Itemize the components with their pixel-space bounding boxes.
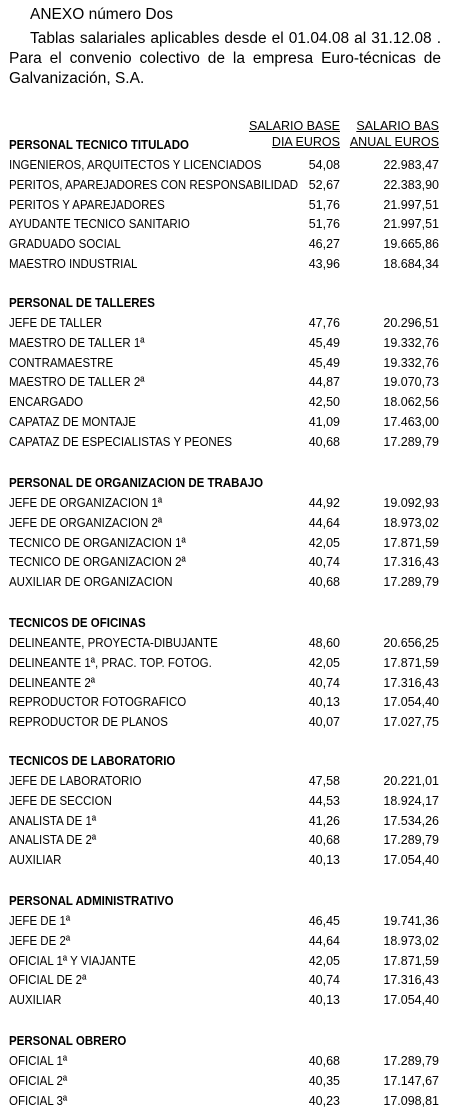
section-title: TECNICOS DE LABORATORIO bbox=[9, 754, 176, 768]
section-title: PERSONAL TECNICO TITULADO bbox=[9, 138, 189, 152]
daily-salary: 40,13 bbox=[308, 853, 340, 867]
annual-salary: 22.983,47 bbox=[383, 158, 439, 172]
category-name: ENCARGADO bbox=[9, 395, 84, 409]
table-row bbox=[0, 535, 451, 553]
annual-salary: 17.316,43 bbox=[383, 555, 439, 570]
category-name: OFICIAL 3ª bbox=[9, 1093, 68, 1108]
category-name: INGENIEROS, ARQUITECTOS Y LICENCIADOS bbox=[9, 158, 262, 172]
category-name: JEFE DE ORGANIZACION 1ª bbox=[9, 496, 163, 510]
daily-salary: 40,74 bbox=[308, 675, 340, 690]
daily-salary: 40,68 bbox=[308, 575, 340, 589]
daily-salary: 45,49 bbox=[308, 335, 340, 350]
daily-salary: 42,05 bbox=[308, 535, 340, 550]
annual-salary: 19.332,76 bbox=[383, 355, 439, 370]
daily-salary: 46,27 bbox=[308, 237, 340, 251]
annual-salary: 17.054,40 bbox=[383, 993, 439, 1007]
table-row bbox=[0, 434, 451, 452]
table-row bbox=[0, 655, 451, 673]
category-name: ANALISTA DE 2ª bbox=[9, 833, 97, 848]
table-row bbox=[0, 515, 451, 533]
daily-salary: 40,13 bbox=[308, 695, 340, 710]
intro-paragraph: Tablas salariales aplicables desde el 01.04.08 al 31.12.08 . Para el convenio colectivo de la empresa Euro-técnicas de Galvanización, S.A. bbox=[9, 30, 441, 87]
category-name: OFICIAL DE 2ª bbox=[9, 973, 87, 988]
column-header-line: DIA EUROS bbox=[271, 135, 340, 149]
daily-salary: 45,49 bbox=[308, 355, 340, 370]
table-row bbox=[0, 953, 451, 971]
daily-salary: 41,26 bbox=[308, 813, 340, 828]
table-row bbox=[0, 197, 451, 215]
daily-salary: 43,96 bbox=[308, 256, 340, 271]
category-name: GRADUADO SOCIAL bbox=[9, 237, 121, 251]
daily-salary: 40,35 bbox=[308, 1073, 340, 1088]
daily-salary: 40,68 bbox=[308, 1054, 340, 1068]
annual-salary: 17.147,67 bbox=[383, 1073, 439, 1088]
annual-salary: 18.684,34 bbox=[383, 256, 439, 271]
category-name: AYUDANTE TECNICO SANITARIO bbox=[9, 217, 190, 232]
annual-salary: 17.316,43 bbox=[383, 973, 439, 988]
table-row bbox=[0, 177, 451, 195]
annual-salary: 22.383,90 bbox=[383, 177, 439, 192]
table-row bbox=[0, 813, 451, 831]
column-header-salario-anual bbox=[350, 118, 439, 150]
category-name: TECNICO DE ORGANIZACION 2ª bbox=[9, 555, 186, 570]
category-name: CAPATAZ DE ESPECIALISTAS Y PEONES bbox=[9, 434, 233, 449]
category-name: OFICIAL 1ª Y VIAJANTE bbox=[9, 953, 136, 968]
annual-salary: 18.924,17 bbox=[383, 793, 439, 808]
annual-salary: 19.332,76 bbox=[383, 335, 439, 350]
annual-salary: 17.289,79 bbox=[383, 833, 439, 848]
category-name: JEFE DE LABORATORIO bbox=[9, 774, 142, 788]
annual-salary: 17.289,79 bbox=[383, 434, 439, 449]
table-row bbox=[0, 335, 451, 353]
annual-salary: 17.871,59 bbox=[383, 655, 439, 670]
table-row bbox=[0, 832, 451, 850]
table-row bbox=[0, 972, 451, 990]
table-row bbox=[0, 1073, 451, 1091]
table-row bbox=[0, 913, 451, 931]
category-name: JEFE DE 1ª bbox=[9, 914, 71, 928]
daily-salary: 42,50 bbox=[308, 395, 340, 409]
column-header-salario-base-dia bbox=[249, 118, 340, 150]
annual-salary: 17.289,79 bbox=[383, 1054, 439, 1068]
annex-title: ANEXO número Dos bbox=[30, 6, 173, 23]
annual-salary: 20.221,01 bbox=[383, 774, 439, 788]
annual-salary: 19.092,93 bbox=[383, 496, 439, 510]
category-name: MAESTRO INDUSTRIAL bbox=[9, 256, 138, 271]
category-name: AUXILIAR bbox=[9, 993, 62, 1007]
table-row bbox=[0, 157, 451, 175]
table-row bbox=[0, 374, 451, 392]
table-row bbox=[0, 635, 451, 653]
table-row bbox=[0, 793, 451, 811]
category-name: ANALISTA DE 1ª bbox=[9, 813, 97, 828]
section-title: PERSONAL OBRERO bbox=[9, 1034, 127, 1048]
annual-salary: 17.871,59 bbox=[383, 953, 439, 968]
daily-salary: 40,68 bbox=[308, 434, 340, 449]
table-row bbox=[0, 216, 451, 234]
category-name: JEFE DE 2ª bbox=[9, 933, 71, 948]
category-name: PERITOS, APAREJADORES CON RESPONSABILIDAD bbox=[9, 177, 299, 192]
daily-salary: 47,76 bbox=[308, 316, 340, 330]
category-name: DELINEANTE 2ª bbox=[9, 675, 96, 690]
table-row bbox=[0, 554, 451, 572]
annual-salary: 18.973,02 bbox=[383, 933, 439, 948]
annual-salary: 19.665,86 bbox=[383, 237, 439, 251]
daily-salary: 40,13 bbox=[308, 993, 340, 1007]
annual-salary: 18.062,56 bbox=[383, 395, 439, 409]
table-row bbox=[0, 1093, 451, 1111]
annual-salary: 17.316,43 bbox=[383, 675, 439, 690]
daily-salary: 40,23 bbox=[308, 1093, 340, 1108]
section-title: PERSONAL ADMINISTRATIVO bbox=[9, 894, 174, 908]
category-name: MAESTRO DE TALLER 1ª bbox=[9, 335, 145, 350]
annual-salary: 17.534,26 bbox=[383, 813, 439, 828]
daily-salary: 42,05 bbox=[308, 655, 340, 670]
column-header-line: SALARIO BAS bbox=[356, 119, 439, 133]
daily-salary: 44,64 bbox=[308, 515, 340, 530]
table-row bbox=[0, 694, 451, 712]
table-row bbox=[0, 773, 451, 791]
annual-salary: 17.027,75 bbox=[383, 715, 439, 729]
table-row bbox=[0, 574, 451, 592]
category-name: MAESTRO DE TALLER 2ª bbox=[9, 375, 145, 390]
category-name: JEFE DE TALLER bbox=[9, 316, 102, 330]
table-row bbox=[0, 414, 451, 432]
table-row bbox=[0, 236, 451, 254]
annual-salary: 18.973,02 bbox=[383, 515, 439, 530]
category-name: OFICIAL 1ª bbox=[9, 1054, 68, 1068]
annual-salary: 21.997,51 bbox=[383, 197, 439, 212]
annual-salary: 17.054,40 bbox=[383, 853, 439, 867]
category-name: TECNICO DE ORGANIZACION 1ª bbox=[9, 535, 186, 550]
table-row bbox=[0, 256, 451, 274]
section-title: PERSONAL DE ORGANIZACION DE TRABAJO bbox=[9, 476, 264, 490]
annual-salary: 17.871,59 bbox=[383, 535, 439, 550]
daily-salary: 42,05 bbox=[308, 953, 340, 968]
daily-salary: 40,07 bbox=[308, 715, 340, 729]
table-row bbox=[0, 852, 451, 870]
category-name: AUXILIAR bbox=[9, 853, 62, 867]
category-name: DELINEANTE, PROYECTA-DIBUJANTE bbox=[9, 636, 218, 650]
daily-salary: 41,09 bbox=[308, 414, 340, 429]
annual-salary: 20.656,25 bbox=[383, 636, 439, 650]
annual-salary: 17.463,00 bbox=[383, 414, 439, 429]
category-name: CAPATAZ DE MONTAJE bbox=[9, 414, 136, 429]
table-row bbox=[0, 355, 451, 373]
section-title: PERSONAL DE TALLERES bbox=[9, 296, 155, 310]
daily-salary: 44,92 bbox=[308, 496, 340, 510]
daily-salary: 44,64 bbox=[308, 933, 340, 948]
daily-salary: 51,76 bbox=[308, 217, 340, 232]
column-header-line: ANUAL EUROS bbox=[349, 135, 439, 149]
table-row bbox=[0, 675, 451, 693]
table-row bbox=[0, 714, 451, 732]
daily-salary: 52,67 bbox=[308, 177, 340, 192]
category-name: REPRODUCTOR FOTOGRAFICO bbox=[9, 695, 187, 710]
daily-salary: 40,74 bbox=[308, 555, 340, 570]
table-row bbox=[0, 992, 451, 1010]
category-name: AUXILIAR DE ORGANIZACION bbox=[9, 575, 173, 589]
daily-salary: 40,74 bbox=[308, 973, 340, 988]
column-header-line: SALARIO BASE bbox=[248, 119, 340, 133]
daily-salary: 44,87 bbox=[308, 375, 340, 390]
table-row bbox=[0, 495, 451, 513]
table-row bbox=[0, 315, 451, 333]
section-title: TECNICOS DE OFICINAS bbox=[9, 616, 146, 630]
category-name: JEFE DE SECCION bbox=[9, 793, 112, 808]
category-name: OFICIAL 2ª bbox=[9, 1073, 68, 1088]
daily-salary: 51,76 bbox=[308, 197, 340, 212]
annual-salary: 17.289,79 bbox=[383, 575, 439, 589]
table-row bbox=[0, 1053, 451, 1071]
category-name: PERITOS Y APAREJADORES bbox=[9, 197, 165, 212]
annual-salary: 17.054,40 bbox=[383, 695, 439, 710]
daily-salary: 40,68 bbox=[308, 833, 340, 848]
daily-salary: 54,08 bbox=[308, 158, 340, 172]
annual-salary: 20.296,51 bbox=[383, 316, 439, 330]
table-row bbox=[0, 933, 451, 951]
daily-salary: 46,45 bbox=[308, 914, 340, 928]
annual-salary: 21.997,51 bbox=[383, 217, 439, 232]
daily-salary: 48,60 bbox=[308, 636, 340, 650]
category-name: DELINEANTE 1ª, PRAC. TOP. FOTOG. bbox=[9, 655, 212, 670]
annual-salary: 17.098,81 bbox=[383, 1093, 439, 1108]
table-row bbox=[0, 394, 451, 412]
category-name: REPRODUCTOR DE PLANOS bbox=[9, 715, 168, 729]
category-name: CONTRAMAESTRE bbox=[9, 355, 114, 370]
daily-salary: 44,53 bbox=[308, 793, 340, 808]
daily-salary: 47,58 bbox=[308, 774, 340, 788]
category-name: JEFE DE ORGANIZACION 2ª bbox=[9, 515, 163, 530]
annual-salary: 19.070,73 bbox=[383, 375, 439, 390]
annual-salary: 19.741,36 bbox=[383, 914, 439, 928]
